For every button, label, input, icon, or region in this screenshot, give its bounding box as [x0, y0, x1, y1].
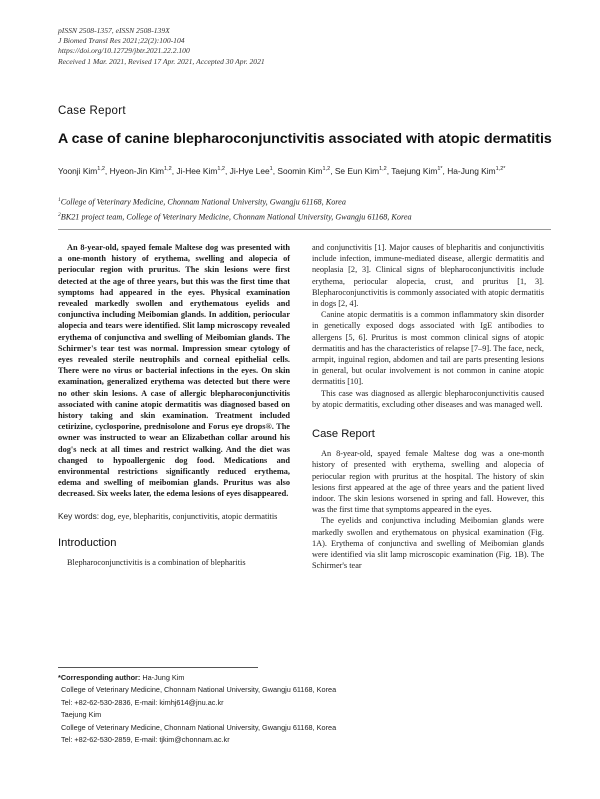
paper-title: A case of canine blepharoconjunctivitis associated with atopic dermatitis	[58, 131, 552, 147]
author-list: Yoonji Kim$^{1,2}$, Hyeon-Jin Kim$^{1,2}$, Ji-Hee Kim$^{1,2}$, Ji-Hye Lee$^1$, Soomin Kim$^{1,2}$, Se Eun Kim$^{1,2}$, Taejung Kim$^{1*}$, Ha-Jung Kim$^{1,2*}$	[58, 166, 506, 176]
footnote-contact-2: Tel: +82-62-530-2859, E-mail: tjkim@chonnam.ac.kr	[61, 735, 230, 745]
journal-meta	[58, 26, 265, 67]
author-name: Yoonji Kim	[58, 166, 98, 176]
author-affiliation-mark: 1	[269, 166, 273, 173]
author-name: Soomin Kim	[277, 166, 323, 176]
article-type: Case Report	[58, 105, 126, 117]
footnote-contact-1: Tel: +82-62-530-2836, E-mail: kimhj614@jnu.ac.kr	[61, 697, 224, 707]
footnote-address-2: College of Veterinary Medicine, Chonnam National University, Gwangju 61168, Korea	[61, 722, 337, 732]
author-affiliation-mark: 1,2	[97, 166, 105, 173]
header-divider	[58, 229, 551, 230]
footnote-name-1: Ha-Jung Kim	[142, 673, 185, 682]
issn: pISSN 2508-1357, eISSN 2508-139X	[58, 26, 170, 35]
left-column	[58, 242, 290, 568]
citation: J Biomed Transl Res 2021;22(2):100-104	[58, 36, 185, 46]
author-affiliation-mark: 1,2	[379, 166, 387, 173]
affiliations	[58, 194, 558, 224]
abstract: An 8-year-old, spayed female Maltese dog was presented with a one-month history of erythema, swelling and alopecia of periocular region with pruritus. The skin lesions were first detected at the age of three years, but this was the first time that symptoms had appeared in the eyes. Physical examination revealed markedly swollen and erythematous eyelids and conjunctiva including Meibomian glands. In addition, periocular alopecia and tears were identified. Slit lamp microscopy revealed erythema of conjunctiva and swelling of Meibomian glands. The Schirmer's tear test was normal. Impression smear cytology of eyes revealed sterile neutrophils and corneal epithelial cells. There were no virus or bacterial infections in the eyes. On skin examination, generalized erythema was detected but there were no other skin lesions. A case of allergic blepharoconjunctivitis associated with canine atopic dermatitis was diagnosed based on history taking and skin examination. Treatment included cetirizine, cyclosporine, prednisolone and Forus eye drops®. The owner was instructed to wear an Elizabethan collar around his dog's neck at all times and restrict walking. And the diet was changed to hypoallergenic dog food. Medications and environmental restrictions significantly reduced erythema, edema and swelling of meibomian glands. Pruritus was also decreased. Six weeks later, the edema lesions of eyes disappeared.	[58, 243, 290, 499]
author-affiliation-mark: 1,2	[164, 166, 172, 173]
author-affiliation-mark: 1,2	[322, 166, 331, 173]
case-paragraph-2: The eyelids and conjunctiva including Meibomian glands were markedly swollen and erythematous on physical examination (Fig. 1A). Erythema of conjunctiva and swelling of Meibomian glands were identified via slit lamp microscopic examination (Fig. 1B). The Schirmer's tear	[312, 516, 544, 571]
keywords: Key words: dog, eye, blepharitis, conjunctivitis, atopic dermatitis	[58, 510, 278, 521]
author-name: Ha-Jung Kim	[447, 166, 496, 176]
intro-paragraph-2: Canine atopic dermatitis is a common inflammatory skin disorder in genetically exposed dogs associated with IgE antibodies to allergens [5, 6]. Pruritus is most common clinical signs of atopic dermatitis and has the characteristics of relapse [7–9]. The face, neck, armpit, inguinal region, abdomen and tail are parts presenting lesions in general, but ocular involvement is not common in canine atopic dermatitis [10].	[312, 310, 544, 387]
intro-paragraph-3: This case was diagnosed as allergic blepharoconjunctivitis caused by atopic dermatitis, excluding other diseases and was managed well.	[312, 388, 544, 409]
footnote-label: *Corresponding author:	[58, 673, 141, 682]
author-name: Se Eun Kim	[334, 166, 380, 176]
introduction-heading: Introduction	[58, 536, 117, 549]
author-name: Taejung Kim	[391, 166, 438, 176]
doi-link[interactable]: https://doi.org/10.12729/jbtr.2021.22.2.100	[58, 46, 190, 56]
footnote-divider	[58, 667, 258, 668]
intro-paragraph-cont: and conjunctivitis [1]. Major causes of blepharitis and conjunctivitis include infection, immune-mediated disease, allergic dermatitis and neoplasia [2, 3]. Clinical signs of blepharoconjunctivitis include erythema, periocular alopecia, crust, and pruritus [1, 3]. Blepharoconjunctivitis is commonly associated with atopic dermatitis in dogs [2, 4].	[312, 243, 544, 309]
author-name: Hyeon-Jin Kim	[109, 166, 165, 176]
author-affiliation-mark: 1,2*	[495, 166, 506, 173]
author-name: Ji-Hee Kim	[176, 166, 218, 176]
corresponding-author-footnote	[58, 672, 548, 746]
author-name: Ji-Hye Lee	[229, 166, 270, 176]
author-affiliation-mark: 1*	[437, 166, 443, 173]
dates: Received 1 Mar. 2021, Revised 17 Apr. 2021, Accepted 30 Apr. 2021	[58, 56, 265, 66]
affiliation-2: $^2$BK21 project team, College of Veterinary Medicine, Chonnam National University, Gwangju 61168, Korea	[58, 212, 412, 222]
intro-paragraph-start: Blepharoconjunctivitis is a combination of blepharitis	[67, 558, 246, 568]
case-paragraph-1: An 8-year-old, spayed female Maltese dog was a one-month history of presented with erythema, swelling and alopecia of periocular region with pruritus at the hospital. The history of skin lesions first appeared at the age of three years and the patient lived indoor. The skin lesions worsened in spring and fall. However, this was the first time that symptoms appeared in the eyes.	[312, 449, 544, 515]
footnote-address-1: College of Veterinary Medicine, Chonnam National University, Gwangju 61168, Korea	[61, 685, 337, 695]
case-report-heading: Case Report	[312, 428, 375, 441]
affiliation-1: $^1$College of Veterinary Medicine, Chonnam National University, Gwangju 61168, Korea	[58, 197, 346, 207]
footnote-name-2: Taejung Kim	[61, 710, 102, 720]
author-affiliation-mark: 1,2	[217, 166, 225, 173]
right-column	[312, 242, 544, 571]
